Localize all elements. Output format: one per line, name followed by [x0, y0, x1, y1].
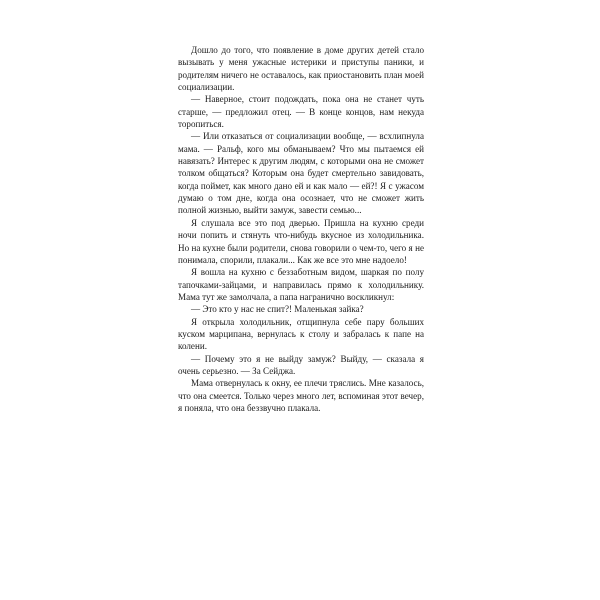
paragraph: Мама отвернулась к окну, ее плечи тряслись. Мне казалось, что она смеется. Только через много лет, вспоминая этот вечер, я поняла, что она беззвучно плакала.: [178, 378, 424, 413]
paragraph: Я вошла на кухню с беззаботным видом, шаркая по полу тапочками-зайцами, и направилась прямо к холодильнику. Мама тут же замолчала, а папа награнично воскликнул:: [178, 267, 424, 302]
paragraph: — Это кто у нас не спит?! Маленькая зайка?: [191, 304, 364, 315]
paragraph: Я открыла холодильник, отщипнула себе пару больших куском марципана, вернулась к столу и забралась к папе на колени.: [178, 316, 424, 352]
paragraph: — Наверное, стоит подождать, пока она не станет чуть старше, — предложил отец. — В конце концов, нам некуда торопиться.: [178, 94, 424, 130]
paragraph: — Почему это я не выйду замуж? Выйду, — сказала я очень серьезно. — За Сейджа.: [178, 353, 424, 376]
paragraph: Дошло до того, что появление в доме других детей стало вызывать у меня ужасные истерики и приступы паники, и родителям ничего не оставалось, как приостановить план моей социализации.: [178, 45, 424, 93]
paragraph: Я слушала все это под дверью. Пришла на кухню среди ночи попить и стянуть что-нибудь вкусное из холодильника. Но на кухне были родители, снова говорили о чем-то, чего я не понимала, спорили, плакали... Как же все это мне надоело!: [178, 217, 424, 265]
paragraph: — Или отказаться от социализации вообще, — всхлипнула мама. — Ральф, кого мы обманываем? Что мы пытаемся ей навязать? Интерес к другим людям, с которыми она не сможет толком общаться? Которым она будет смертельно завидовать, когда поймет, как много дано ей и как мало — ей?! Я с ужасом думаю о том дне, когда она осознает, что не сможет жить полной жизнью, выйти замуж, завести семью...: [178, 131, 424, 216]
page-text-column: [178, 44, 424, 414]
